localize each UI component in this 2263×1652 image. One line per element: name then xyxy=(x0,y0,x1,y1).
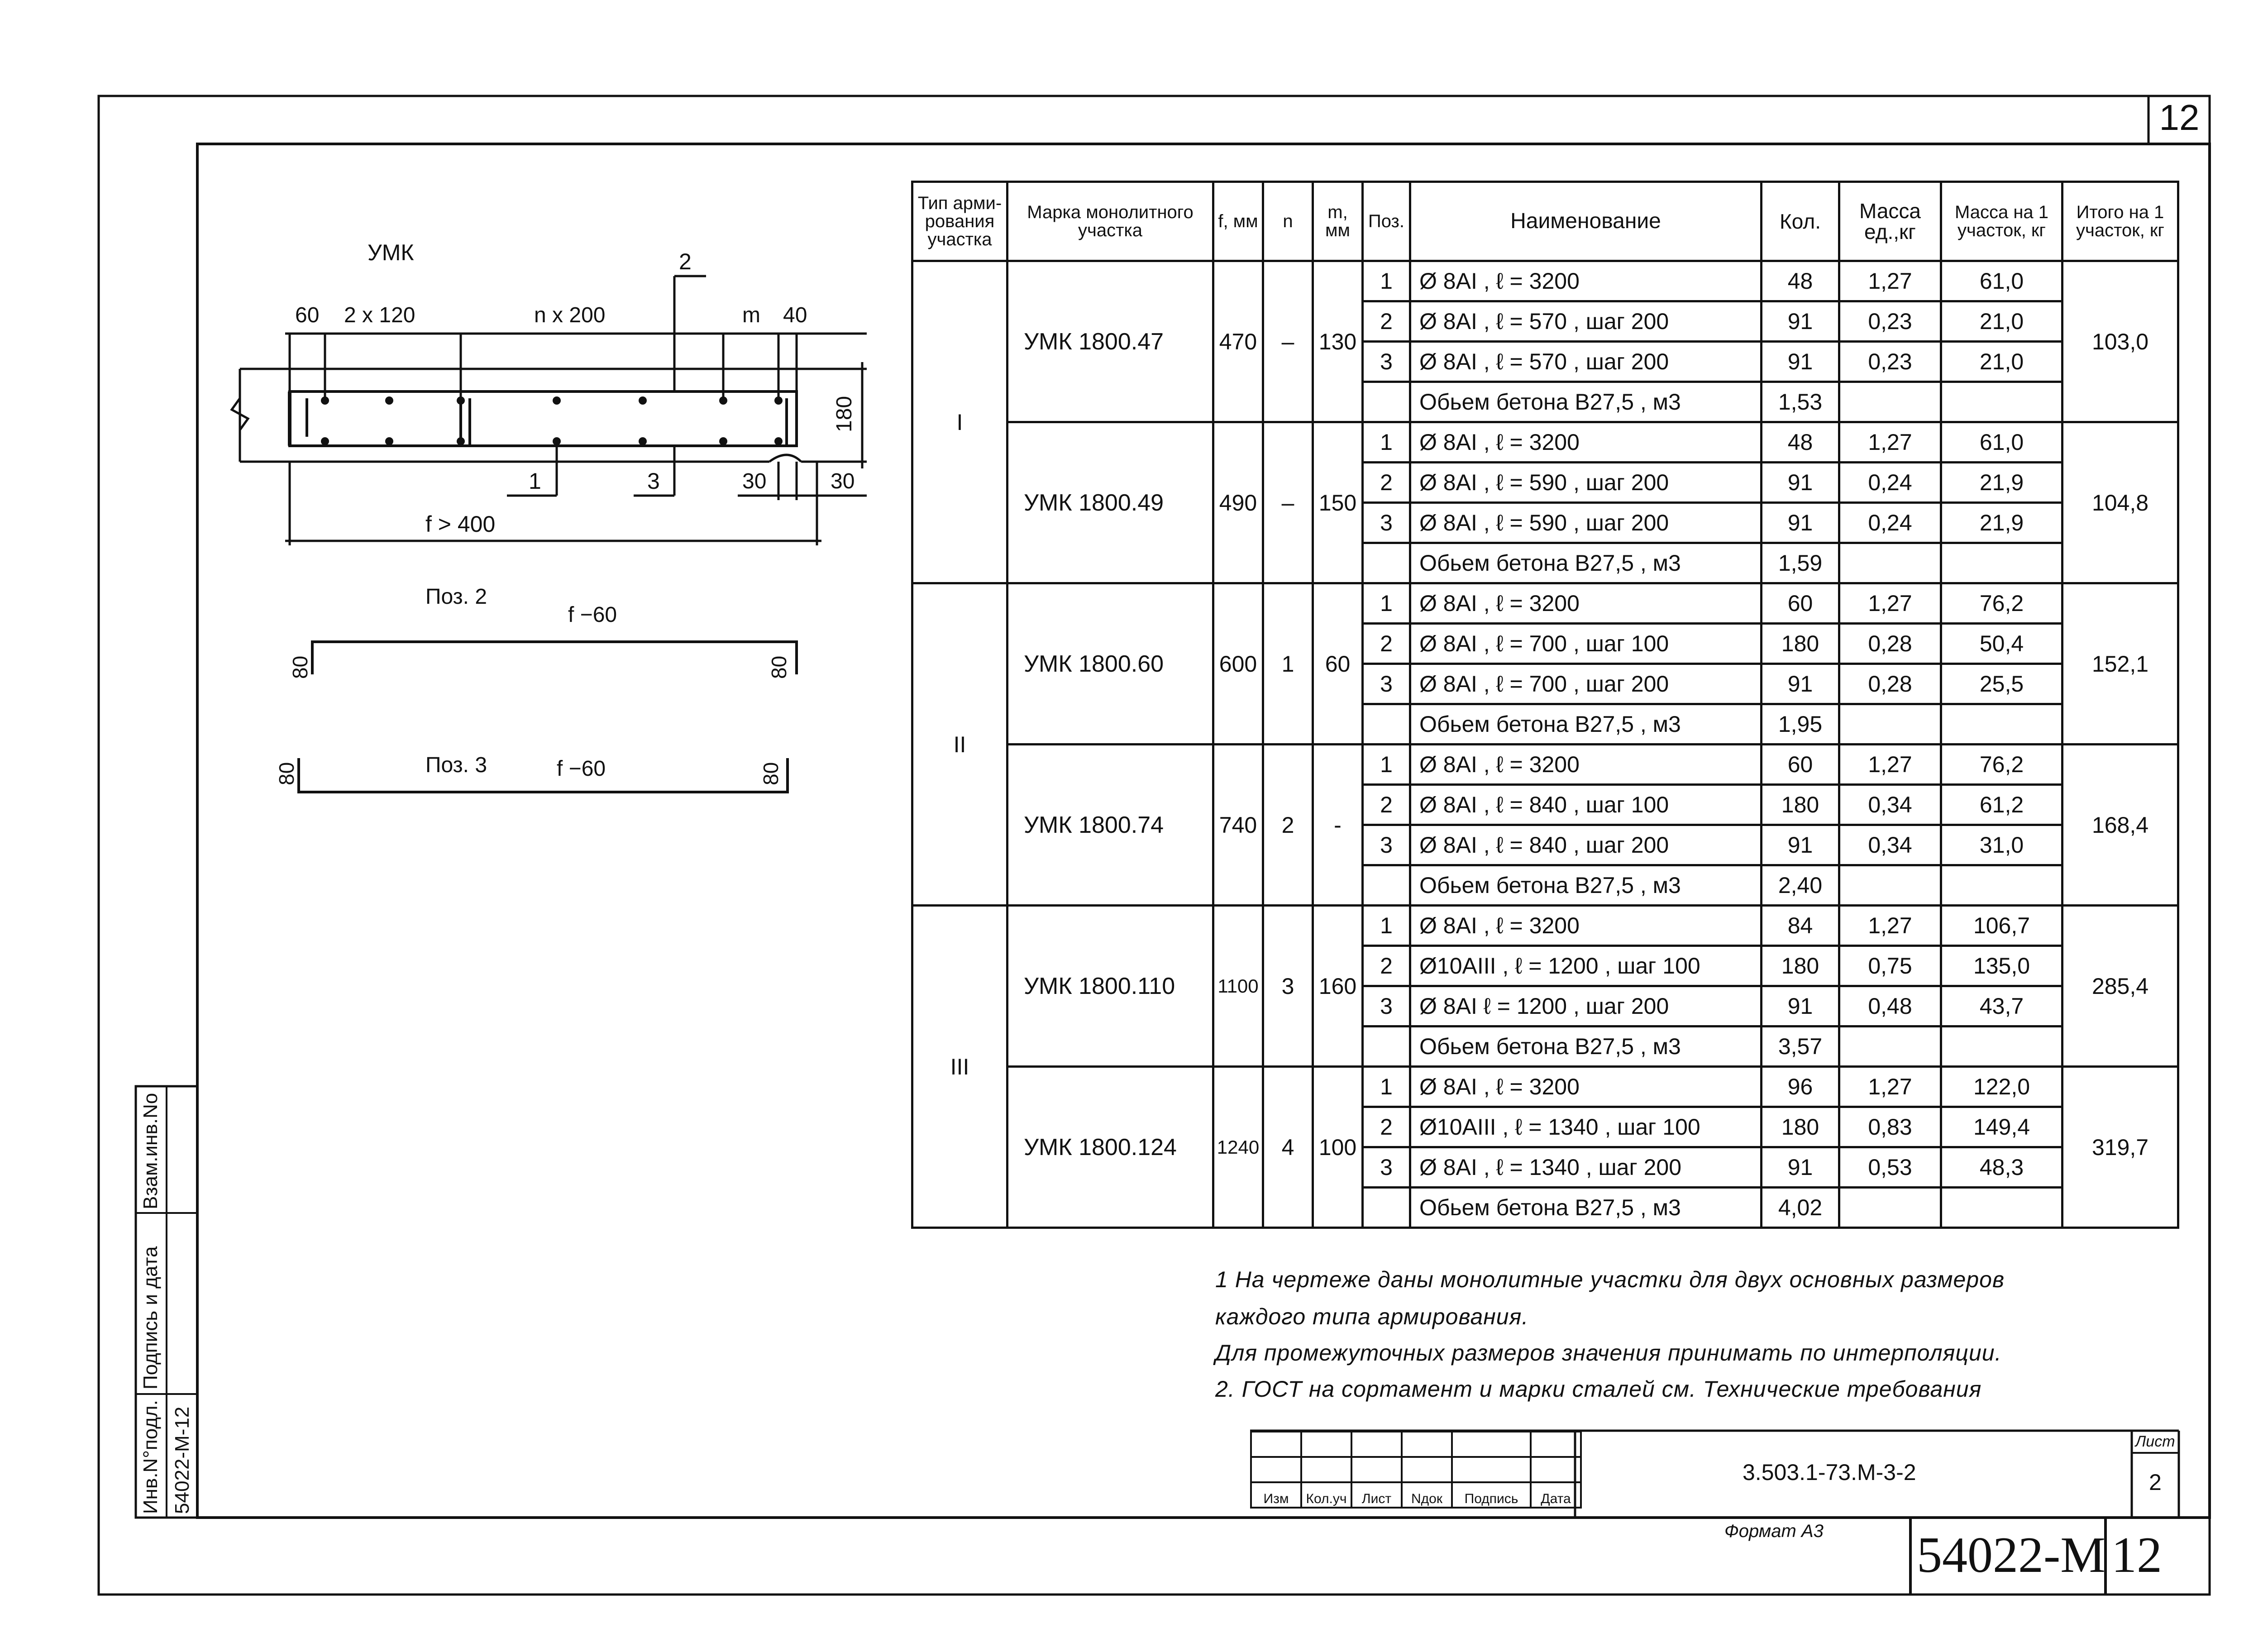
row-qty: 91 xyxy=(1762,986,1839,1027)
concrete-pos-empty xyxy=(1363,382,1410,422)
row-pos: 2 xyxy=(1363,946,1410,986)
table-row xyxy=(912,422,2178,463)
note-line: 1 На чертеже даны монолитные участки для двух основных размеров xyxy=(1215,1267,2005,1292)
title-block-grid xyxy=(1250,1431,1582,1509)
table-row xyxy=(912,583,2178,624)
side-vzam: Взам.инв.No xyxy=(139,1093,162,1209)
sheet-label: Лист xyxy=(2135,1433,2175,1450)
reinforcement-type: III xyxy=(912,906,1007,1228)
row-mass: 50,4 xyxy=(1941,624,2062,664)
callout-1: 1 xyxy=(529,468,541,494)
concrete-empty xyxy=(1941,1188,2062,1228)
row-qty: 96 xyxy=(1762,1067,1839,1107)
concrete-pos-empty xyxy=(1363,1188,1410,1228)
row-qty: 91 xyxy=(1762,825,1839,865)
row-qty: 180 xyxy=(1762,946,1839,986)
unit-f: 600 xyxy=(1213,583,1263,745)
callout-2: 2 xyxy=(679,249,692,274)
row-mass: 76,2 xyxy=(1941,745,2062,785)
row-unit-mass: 0,53 xyxy=(1839,1147,1941,1188)
unit-m: 130 xyxy=(1313,261,1363,422)
row-qty: 91 xyxy=(1762,1147,1839,1188)
header-qty: Кол. xyxy=(1762,182,1839,261)
row-mass: 21,0 xyxy=(1941,342,2062,382)
row-name: Ø 8AI , ℓ = 3200 xyxy=(1410,583,1762,624)
row-name: Ø 8AI , ℓ = 700 , шаг 100 xyxy=(1410,624,1762,664)
callout-3: 3 xyxy=(647,468,660,494)
row-name: Ø10AIII , ℓ = 1200 , шаг 100 xyxy=(1410,946,1762,986)
concrete-qty: 2,40 xyxy=(1762,865,1839,906)
pos2-length: f −60 xyxy=(568,603,617,627)
row-unit-mass: 1,27 xyxy=(1839,1067,1941,1107)
row-unit-mass: 1,27 xyxy=(1839,261,1941,301)
unit-n: – xyxy=(1263,261,1313,422)
concrete-qty: 1,53 xyxy=(1762,382,1839,422)
row-pos: 2 xyxy=(1363,785,1410,825)
unit-mark: УМК 1800.60 xyxy=(1007,583,1213,745)
unit-n: 2 xyxy=(1263,745,1313,906)
unit-mark: УМК 1800.74 xyxy=(1007,745,1213,906)
row-mass: 48,3 xyxy=(1941,1147,2062,1188)
dim-40: 40 xyxy=(783,303,807,327)
row-unit-mass: 0,23 xyxy=(1839,301,1941,342)
row-unit-mass: 0,24 xyxy=(1839,503,1941,543)
concrete-empty xyxy=(1941,1027,2062,1067)
unit-m: 160 xyxy=(1313,906,1363,1067)
pos2-right-dim: 80 xyxy=(767,655,791,679)
header-pos: Поз. xyxy=(1363,182,1410,261)
row-pos: 1 xyxy=(1363,583,1410,624)
dim-30-left: 30 xyxy=(742,469,767,493)
unit-f: 490 xyxy=(1213,422,1263,583)
row-name: Ø 8AI , ℓ = 570 , шаг 200 xyxy=(1410,342,1762,382)
row-mass: 21,9 xyxy=(1941,463,2062,503)
dim-180: 180 xyxy=(832,396,856,432)
unit-m: 150 xyxy=(1313,422,1363,583)
row-pos: 3 xyxy=(1363,664,1410,704)
row-name: Ø 8AI , ℓ = 1340 , шаг 200 xyxy=(1410,1147,1762,1188)
row-unit-mass: 1,27 xyxy=(1839,583,1941,624)
note-line: Для промежуточных размеров значения принимать по интерполяции. xyxy=(1215,1340,2002,1366)
concrete-empty xyxy=(1941,382,2062,422)
row-unit-mass: 1,27 xyxy=(1839,422,1941,463)
row-unit-mass: 0,28 xyxy=(1839,664,1941,704)
header-type: Тип арми- рования участка xyxy=(912,182,1007,261)
row-mass: 21,0 xyxy=(1941,301,2062,342)
concrete-qty: 4,02 xyxy=(1762,1188,1839,1228)
row-pos: 1 xyxy=(1363,261,1410,301)
stamp-col-date: Дата xyxy=(1531,1482,1581,1508)
row-name: Ø 8AI , ℓ = 3200 xyxy=(1410,745,1762,785)
row-name: Ø10AIII , ℓ = 1340 , шаг 100 xyxy=(1410,1107,1762,1147)
row-pos: 3 xyxy=(1363,1147,1410,1188)
row-name: Ø 8AI , ℓ = 3200 xyxy=(1410,1067,1762,1107)
unit-total: 152,1 xyxy=(2062,583,2178,745)
reinforcement-type: II xyxy=(912,583,1007,906)
row-mass: 31,0 xyxy=(1941,825,2062,865)
concrete-empty xyxy=(1941,543,2062,583)
row-qty: 91 xyxy=(1762,301,1839,342)
row-name: Ø 8AI , ℓ = 570 , шаг 200 xyxy=(1410,301,1762,342)
row-pos: 1 xyxy=(1363,1067,1410,1107)
dim-nx200: n x 200 xyxy=(534,303,606,327)
sheet-value: 2 xyxy=(2149,1470,2162,1495)
sheet-number-top: 12 xyxy=(2159,97,2200,138)
row-unit-mass: 0,75 xyxy=(1839,946,1941,986)
concrete-qty: 1,59 xyxy=(1762,543,1839,583)
row-qty: 60 xyxy=(1762,745,1839,785)
unit-m: 100 xyxy=(1313,1067,1363,1228)
row-pos: 2 xyxy=(1363,1107,1410,1147)
header-m: m, мм xyxy=(1313,182,1363,261)
row-qty: 60 xyxy=(1762,583,1839,624)
concrete-empty xyxy=(1839,865,1941,906)
dim-30-right: 30 xyxy=(831,469,855,493)
concrete-label: Обьем бетона B27,5 , м3 xyxy=(1410,704,1762,745)
dim-m: m xyxy=(742,303,760,327)
header-mass-per: Масса на 1 участок, кг xyxy=(1941,182,2062,261)
row-unit-mass: 0,24 xyxy=(1839,463,1941,503)
row-name: Ø 8AI , ℓ = 3200 xyxy=(1410,422,1762,463)
row-pos: 2 xyxy=(1363,463,1410,503)
row-mass: 76,2 xyxy=(1941,583,2062,624)
row-qty: 91 xyxy=(1762,463,1839,503)
row-pos: 3 xyxy=(1363,503,1410,543)
dim-f: f > 400 xyxy=(425,511,496,537)
pos3-right-dim: 80 xyxy=(759,762,783,785)
unit-mark: УМК 1800.110 xyxy=(1007,906,1213,1067)
row-pos: 3 xyxy=(1363,825,1410,865)
concrete-label: Обьем бетона B27,5 , м3 xyxy=(1410,1027,1762,1067)
unit-total: 104,8 xyxy=(2062,422,2178,583)
album-number: 54022-М xyxy=(1917,1527,2105,1583)
row-qty: 180 xyxy=(1762,785,1839,825)
stamp-col-signature: Подпись xyxy=(1452,1482,1531,1508)
concrete-label: Обьем бетона B27,5 , м3 xyxy=(1410,382,1762,422)
row-name: Ø 8AI , ℓ = 590 , шаг 200 xyxy=(1410,503,1762,543)
row-pos: 1 xyxy=(1363,422,1410,463)
unit-n: 3 xyxy=(1263,906,1313,1067)
row-mass: 43,7 xyxy=(1941,986,2062,1027)
row-mass: 25,5 xyxy=(1941,664,2062,704)
row-pos: 2 xyxy=(1363,624,1410,664)
row-mass: 61,0 xyxy=(1941,261,2062,301)
row-qty: 84 xyxy=(1762,906,1839,946)
pos3-left-dim: 80 xyxy=(275,762,298,785)
row-mass: 61,0 xyxy=(1941,422,2062,463)
row-unit-mass: 0,83 xyxy=(1839,1107,1941,1147)
row-pos: 3 xyxy=(1363,342,1410,382)
row-unit-mass: 0,48 xyxy=(1839,986,1941,1027)
concrete-pos-empty xyxy=(1363,1027,1410,1067)
note-line: каждого типа армирования. xyxy=(1215,1304,1529,1329)
row-name: Ø 8AI , ℓ = 590 , шаг 200 xyxy=(1410,463,1762,503)
row-pos: 2 xyxy=(1363,301,1410,342)
header-n: n xyxy=(1263,182,1313,261)
row-qty: 48 xyxy=(1762,261,1839,301)
row-mass: 106,7 xyxy=(1941,906,2062,946)
row-unit-mass: 0,34 xyxy=(1839,785,1941,825)
stamp-col-ndok: Nдок xyxy=(1402,1482,1452,1508)
row-qty: 91 xyxy=(1762,342,1839,382)
concrete-qty: 3,57 xyxy=(1762,1027,1839,1067)
concrete-pos-empty xyxy=(1363,704,1410,745)
header-unit-mass: Масса ед.,кг xyxy=(1839,182,1941,261)
concrete-empty xyxy=(1941,704,2062,745)
concrete-empty xyxy=(1839,382,1941,422)
row-name: Ø 8AI , ℓ = 840 , шаг 100 xyxy=(1410,785,1762,825)
format-label: Формат А3 xyxy=(1724,1521,1824,1541)
stamp-col-list: Лист xyxy=(1351,1482,1402,1508)
unit-f: 1100 xyxy=(1213,906,1263,1067)
stamp-col-izm: Изм xyxy=(1251,1482,1301,1508)
unit-total: 319,7 xyxy=(2062,1067,2178,1228)
unit-total: 103,0 xyxy=(2062,261,2178,422)
unit-mark: УМК 1800.124 xyxy=(1007,1067,1213,1228)
page-number: 12 xyxy=(2111,1527,2162,1583)
table-row xyxy=(912,1067,2178,1107)
concrete-qty: 1,95 xyxy=(1762,704,1839,745)
row-qty: 180 xyxy=(1762,1107,1839,1147)
row-name: Ø 8AI , ℓ = 3200 xyxy=(1410,906,1762,946)
stamp-col-koluch: Кол.уч xyxy=(1301,1482,1351,1508)
row-name: Ø 8AI , ℓ = 700 , шаг 200 xyxy=(1410,664,1762,704)
unit-m: - xyxy=(1313,745,1363,906)
note-line: 2. ГОСТ на сортамент и марки сталей см. Технические требования xyxy=(1215,1376,1982,1402)
table-row xyxy=(912,745,2178,785)
row-pos: 1 xyxy=(1363,906,1410,946)
row-mass: 21,9 xyxy=(1941,503,2062,543)
concrete-empty xyxy=(1839,1188,1941,1228)
pos2-label: Поз. 2 xyxy=(425,585,487,609)
concrete-pos-empty xyxy=(1363,865,1410,906)
row-qty: 48 xyxy=(1762,422,1839,463)
table-row xyxy=(912,906,2178,946)
row-unit-mass: 1,27 xyxy=(1839,906,1941,946)
unit-n: 4 xyxy=(1263,1067,1313,1228)
row-mass: 149,4 xyxy=(1941,1107,2062,1147)
concrete-empty xyxy=(1839,543,1941,583)
row-unit-mass: 1,27 xyxy=(1839,745,1941,785)
header-f: f, мм xyxy=(1213,182,1263,261)
pos3-length: f −60 xyxy=(557,757,606,781)
drawing-title: УМК xyxy=(368,240,414,265)
row-unit-mass: 0,23 xyxy=(1839,342,1941,382)
pos3-label: Поз. 3 xyxy=(425,753,487,777)
unit-n: – xyxy=(1263,422,1313,583)
unit-mark: УМК 1800.49 xyxy=(1007,422,1213,583)
row-name: Ø 8AI , ℓ = 3200 xyxy=(1410,261,1762,301)
row-unit-mass: 0,28 xyxy=(1839,624,1941,664)
concrete-label: Обьем бетона B27,5 , м3 xyxy=(1410,865,1762,906)
dim-2x120: 2 x 120 xyxy=(344,303,415,327)
concrete-empty xyxy=(1941,865,2062,906)
unit-total: 285,4 xyxy=(2062,906,2178,1067)
unit-n: 1 xyxy=(1263,583,1313,745)
row-name: Ø 8AI ℓ = 1200 , шаг 200 xyxy=(1410,986,1762,1027)
unit-mark: УМК 1800.47 xyxy=(1007,261,1213,422)
row-name: Ø 8AI , ℓ = 840 , шаг 200 xyxy=(1410,825,1762,865)
header-mark: Марка монолитного участка xyxy=(1007,182,1213,261)
row-pos: 1 xyxy=(1363,745,1410,785)
unit-f: 1240 xyxy=(1213,1067,1263,1228)
concrete-empty xyxy=(1839,1027,1941,1067)
unit-m: 60 xyxy=(1313,583,1363,745)
document-code: 3.503.1-73.М-3-2 xyxy=(1743,1460,1916,1485)
side-inv-value: 54022-М-12 xyxy=(171,1406,193,1514)
concrete-label: Обьем бетона B27,5 , м3 xyxy=(1410,1188,1762,1228)
dim-60: 60 xyxy=(295,303,320,327)
row-qty: 180 xyxy=(1762,624,1839,664)
row-mass: 122,0 xyxy=(1941,1067,2062,1107)
row-qty: 91 xyxy=(1762,503,1839,543)
header-total: Итого на 1 участок, кг xyxy=(2062,182,2178,261)
pos2-left-dim: 80 xyxy=(288,655,312,679)
row-pos: 3 xyxy=(1363,986,1410,1027)
side-sign-date: Подпись и дата xyxy=(139,1246,162,1389)
unit-f: 740 xyxy=(1213,745,1263,906)
row-unit-mass: 0,34 xyxy=(1839,825,1941,865)
unit-total: 168,4 xyxy=(2062,745,2178,906)
concrete-empty xyxy=(1839,704,1941,745)
table-row xyxy=(912,261,2178,301)
unit-f: 470 xyxy=(1213,261,1263,422)
side-inv-podl: Инв.N°подл. xyxy=(139,1400,162,1514)
row-mass: 135,0 xyxy=(1941,946,2062,986)
concrete-pos-empty xyxy=(1363,543,1410,583)
row-mass: 61,2 xyxy=(1941,785,2062,825)
concrete-label: Обьем бетона B27,5 , м3 xyxy=(1410,543,1762,583)
specification-table xyxy=(911,181,2179,1229)
header-name: Наименование xyxy=(1410,182,1762,261)
reinforcement-type: I xyxy=(912,261,1007,583)
row-qty: 91 xyxy=(1762,664,1839,704)
